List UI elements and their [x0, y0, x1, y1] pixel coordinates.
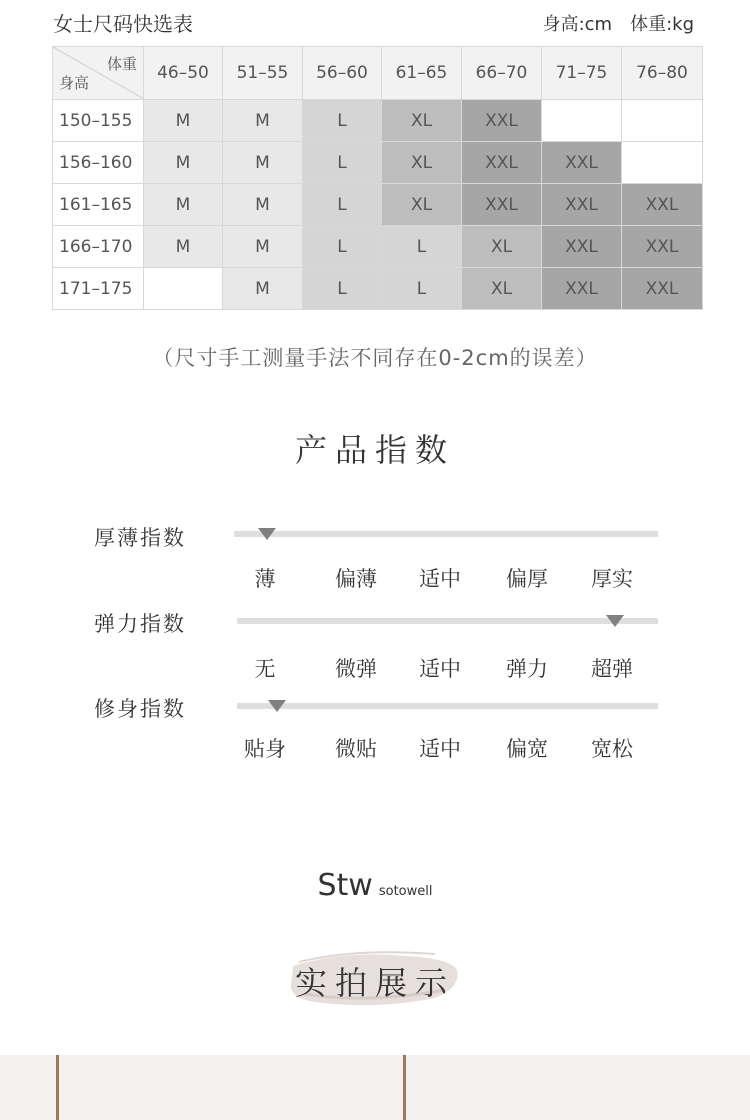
index-level-label: 厚实 [591, 567, 633, 591]
size-cell [622, 100, 703, 142]
index-scale-bar [237, 703, 658, 709]
units-legend [525, 10, 694, 36]
size-table [52, 46, 703, 310]
size-cell: L [303, 100, 382, 142]
index-label: 厚薄指数 [94, 526, 186, 550]
size-cell: XL [382, 100, 462, 142]
size-cell [144, 268, 223, 310]
product-index-title: 产品指数 [294, 431, 455, 469]
size-cell: XXL [542, 226, 622, 268]
index-level-label: 适中 [419, 737, 461, 761]
table-row [53, 268, 703, 310]
size-cell: XL [382, 184, 462, 226]
weight-header-cell: 46–50 [144, 47, 223, 100]
size-cell: XXL [542, 268, 622, 310]
weight-header-cell: 76–80 [622, 47, 703, 100]
index-level-label: 适中 [419, 567, 461, 591]
index-scale-bar [234, 531, 658, 537]
clothes-rack-pole [403, 1055, 406, 1120]
brand-name: Stw [317, 868, 373, 903]
gallery-title: 实拍展示 [294, 964, 455, 1002]
index-level-label: 适中 [419, 657, 461, 681]
index-level-label: 弹力 [506, 657, 548, 681]
triangle-marker-icon [606, 615, 624, 627]
triangle-marker-icon [268, 700, 286, 712]
size-cell [622, 142, 703, 184]
size-cell: M [144, 184, 223, 226]
index-level-label: 微弹 [335, 657, 377, 681]
clothes-rack-pole [56, 1055, 59, 1120]
index-label: 修身指数 [94, 697, 186, 721]
weight-header-cell: 61–65 [382, 47, 462, 100]
measurement-note: （尺寸手工测量手法不同存在0-2cm的误差） [152, 346, 598, 370]
size-cell: XXL [622, 268, 703, 310]
index-level-label: 偏宽 [506, 737, 548, 761]
weight-unit: 体重:kg [630, 14, 694, 35]
weight-header-cell: 71–75 [542, 47, 622, 100]
index-level-label: 宽松 [591, 737, 633, 761]
corner-cell [53, 47, 144, 100]
index-level-label: 微贴 [335, 737, 377, 761]
size-cell: M [144, 100, 223, 142]
size-cell: M [223, 268, 303, 310]
table-row [53, 226, 703, 268]
size-cell: XXL [542, 184, 622, 226]
height-cell: 156–160 [53, 142, 144, 184]
index-level-label: 偏厚 [506, 567, 548, 591]
size-cell [542, 100, 622, 142]
weight-header-cell: 51–55 [223, 47, 303, 100]
size-cell: L [382, 268, 462, 310]
size-cell: L [303, 184, 382, 226]
index-level-label: 薄 [254, 567, 276, 591]
brand-subname: sotowell [378, 884, 433, 899]
size-cell: M [223, 226, 303, 268]
brand-logo [0, 868, 750, 903]
index-level-label: 贴身 [244, 737, 286, 761]
height-cell: 150–155 [53, 100, 144, 142]
size-cell: M [223, 100, 303, 142]
weight-header-cell: 66–70 [462, 47, 542, 100]
corner-height-label: 身高 [59, 74, 90, 92]
height-cell: 166–170 [53, 226, 144, 268]
corner-weight-label: 体重 [106, 55, 137, 73]
index-level-label: 无 [254, 657, 276, 681]
index-label: 弹力指数 [94, 612, 186, 636]
size-cell: L [382, 226, 462, 268]
index-scale-bar [237, 618, 658, 624]
size-cell: L [303, 142, 382, 184]
size-cell: XXL [462, 100, 542, 142]
size-cell: XXL [542, 142, 622, 184]
size-cell: M [144, 226, 223, 268]
table-row [53, 100, 703, 142]
size-cell: XL [462, 268, 542, 310]
size-cell: XXL [462, 142, 542, 184]
size-chart-title: 女士尺码快选表 [53, 12, 193, 36]
triangle-marker-icon [258, 528, 276, 540]
size-cell: M [144, 142, 223, 184]
table-row [53, 184, 703, 226]
index-level-label: 偏薄 [335, 567, 377, 591]
size-cell: XXL [622, 184, 703, 226]
height-cell: 161–165 [53, 184, 144, 226]
size-cell: XL [462, 226, 542, 268]
photo-area [0, 1055, 750, 1120]
size-cell: XL [382, 142, 462, 184]
height-unit: 身高:cm [542, 14, 613, 35]
index-level-label: 超弹 [591, 657, 633, 681]
table-row [53, 142, 703, 184]
size-cell: L [303, 268, 382, 310]
weight-header-cell: 56–60 [303, 47, 382, 100]
height-cell: 171–175 [53, 268, 144, 310]
size-cell: XXL [462, 184, 542, 226]
weight-header-row [53, 47, 703, 100]
size-cell: L [303, 226, 382, 268]
size-cell: M [223, 142, 303, 184]
size-cell: M [223, 184, 303, 226]
size-cell: XXL [622, 226, 703, 268]
